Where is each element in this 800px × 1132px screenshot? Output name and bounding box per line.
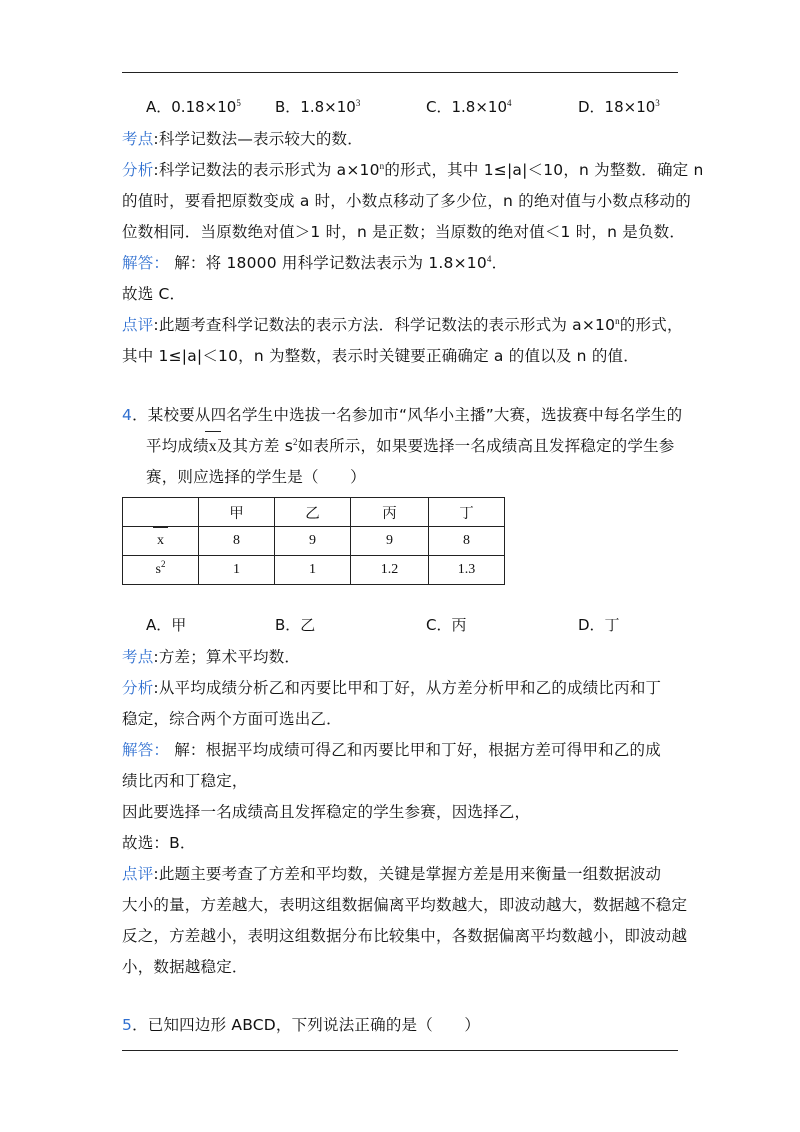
q3-option-d: D．$18\times 10^3$ bbox=[578, 98, 660, 116]
table-row bbox=[123, 556, 505, 585]
q3-jieda-label: 解答： bbox=[122, 254, 170, 272]
q4-stem-line2: 平均成绩x及其方差 $s^2$如表所示，如果要选择一名成绩高且发挥稳定的学生参 bbox=[146, 437, 675, 455]
q3-fenxi-line3: 位数相同．当原数绝对值＞1 时，n 是正数；当原数的绝对值＜1 时，n 是负数． bbox=[122, 223, 686, 241]
q4-data-table bbox=[122, 497, 505, 585]
table-header-cell: 丙 bbox=[351, 498, 429, 527]
q3-option-b: B．$1.8\times 10^3$ bbox=[275, 98, 361, 116]
q4-dianping-line2: 大小的量，方差越大，表明这组数据偏离平均数越大，即波动越大，数据越不稳定 bbox=[122, 896, 688, 914]
q4-dianping-line1: 点评:此题主要考查了方差和平均数，关键是掌握方差是用来衡量一组数据波动 bbox=[122, 865, 662, 883]
table-cell: 1 bbox=[275, 556, 351, 585]
table-cell: 1.3 bbox=[429, 556, 505, 585]
table-row-label-variance: $s^2$ bbox=[123, 556, 199, 585]
q3-kaodian-label: 考点 bbox=[122, 130, 154, 148]
q5-stem: 5．已知四边形 ABCD，下列说法正确的是（ ） bbox=[122, 1016, 481, 1034]
table-cell: 8 bbox=[429, 527, 505, 556]
q4-fenxi-line1: 分析:从平均成绩分析乙和丙要比甲和丁好，从方差分析甲和乙的成绩比丙和丁 bbox=[122, 679, 662, 697]
q4-dianping-label: 点评 bbox=[122, 865, 154, 883]
q4-fenxi-label: 分析 bbox=[122, 679, 154, 697]
q3-fenxi-line1: 分析:科学记数法的表示形式为 $a\times 10^n$的形式，其中 1≤|a|＜10，n 为整数．确定 n bbox=[122, 161, 704, 179]
q3-fenxi-label: 分析 bbox=[122, 161, 154, 179]
q4-jieda-line1: 解答： 解：根据平均成绩可得乙和丙要比甲和丁好，根据方差可得甲和乙的成 bbox=[122, 741, 661, 759]
table-header-cell: 丁 bbox=[429, 498, 505, 527]
q4-dianping-line3: 反之，方差越小，表明这组数据分布比较集中，各数据偏离平均数越小，即波动越 bbox=[122, 927, 688, 945]
table-cell: 9 bbox=[275, 527, 351, 556]
q3-dianping-label: 点评 bbox=[122, 316, 154, 334]
table-row-label-mean: x bbox=[123, 527, 199, 556]
table-row bbox=[123, 527, 505, 556]
q4-jieda-label: 解答： bbox=[122, 741, 170, 759]
q4-dianping-line4: 小，数据越稳定． bbox=[122, 958, 248, 976]
q3-fenxi-line2: 的值时，要看把原数变成 a 时，小数点移动了多少位，n 的绝对值与小数点移动的 bbox=[122, 192, 691, 210]
table-header-row bbox=[123, 498, 505, 527]
q4-stem-line3: 赛，则应选择的学生是（ ） bbox=[146, 468, 366, 486]
q4-kaodian-label: 考点 bbox=[122, 648, 154, 666]
q5-number: 5 bbox=[122, 1016, 133, 1034]
table-header-cell bbox=[123, 498, 199, 527]
table-cell: 1.2 bbox=[351, 556, 429, 585]
q4-kaodian: 考点:方差；算术平均数． bbox=[122, 648, 301, 666]
q4-option-c: C．丙 bbox=[426, 616, 467, 634]
table-cell: 1 bbox=[199, 556, 275, 585]
q4-fenxi-line2: 稳定，综合两个方面可选出乙． bbox=[122, 710, 342, 728]
table-cell: 8 bbox=[199, 527, 275, 556]
q3-option-a: A．$0.18\times 10^5$ bbox=[146, 98, 241, 116]
q4-option-a: A．甲 bbox=[146, 616, 187, 634]
q3-option-c: C．$1.8\times 10^4$ bbox=[426, 98, 512, 116]
q4-jieda-line2: 绩比丙和丁稳定， bbox=[122, 772, 248, 790]
q4-option-d: D．丁 bbox=[578, 616, 620, 634]
q4-stem-line1: 4．某校要从四名学生中选拔一名参加市“风华小主播”大赛，选拔赛中每名学生的 bbox=[122, 406, 683, 424]
q3-jieda: 解答： 解：将 18000 用科学记数法表示为 $1.8\times 10^4$． bbox=[122, 254, 508, 272]
bottom-rule bbox=[122, 1050, 678, 1051]
table-cell: 9 bbox=[351, 527, 429, 556]
top-rule bbox=[122, 72, 678, 73]
q3-dianping-line2: 其中 1≤|a|＜10，n 为整数，表示时关键要正确确定 a 的值以及 n 的值． bbox=[122, 347, 639, 365]
q4-number: 4 bbox=[122, 406, 133, 424]
q3-kaodian: 考点:科学记数法—表示较大的数． bbox=[122, 130, 363, 148]
q3-dianping-line1: 点评:此题考查科学记数法的表示方法．科学记数法的表示形式为 $a\times 10^n$的形式， bbox=[122, 316, 683, 334]
table-header-cell: 乙 bbox=[275, 498, 351, 527]
xbar-symbol: x bbox=[208, 438, 217, 455]
q3-guxuan: 故选 C． bbox=[122, 285, 186, 303]
table-header-cell: 甲 bbox=[199, 498, 275, 527]
q4-jieda-line3: 因此要选择一名成绩高且发挥稳定的学生参赛，因选择乙， bbox=[122, 803, 531, 821]
q4-option-b: B．乙 bbox=[275, 616, 316, 634]
q4-guxuan: 故选：B． bbox=[122, 834, 196, 852]
